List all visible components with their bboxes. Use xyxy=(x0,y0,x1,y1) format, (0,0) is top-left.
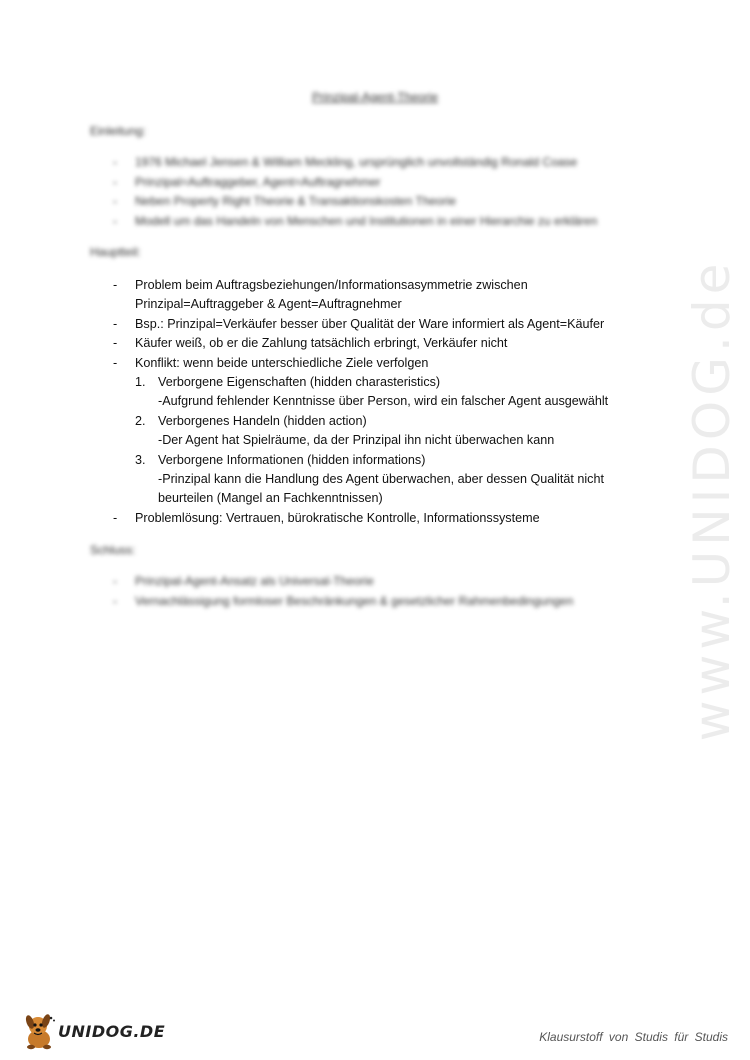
list-item-line: - Problem beim Auftragsbeziehungen/Informationsasymmetrie zwischen xyxy=(135,278,528,292)
item-number: 2. xyxy=(135,413,146,428)
logo-text: UNIDOG.DE xyxy=(58,1021,166,1041)
conclusion-list xyxy=(113,572,573,611)
item-number: 3. xyxy=(135,452,146,467)
intro-heading: Einleitung: xyxy=(90,124,147,138)
numbered-item-text: -Aufgrund fehlender Kenntnisse über Person, wird ein falscher Agent ausgewählt xyxy=(158,394,609,409)
list-item: - Modell um das Handeln von Menschen und Institutionen in einer Hierarchie zu erklären xyxy=(113,212,597,232)
list-item: - Prinzipal-Agent-Ansatz als Universal-Theorie xyxy=(113,572,573,592)
list-item: - Vernachlässigung formloser Beschränkungen & gesetzlicher Rahmenbedingungen xyxy=(113,592,573,612)
conclusion-heading: Schluss: xyxy=(90,543,136,557)
main-list xyxy=(113,276,608,528)
list-item: - Prinzipal=Auftraggeber, Agent=Auftragnehmer xyxy=(113,173,597,193)
unidog-logo[interactable] xyxy=(22,1012,165,1050)
numbered-item xyxy=(135,412,608,451)
list-item: - 1976 Michael Jensen & William Meckling, ursprünglich unvollständig Ronald Coase xyxy=(113,153,597,173)
item-number: 1. xyxy=(135,375,146,390)
list-item xyxy=(113,334,608,353)
list-item-line: - Problemlösung: Vertrauen, bürokratische Kontrolle, Informationssysteme xyxy=(135,510,540,525)
list-item: - Neben Property Right Theorie & Transaktionskosten Theorie xyxy=(113,192,597,212)
footer-slogan: Klausurstoff von Studis für Studis xyxy=(539,1030,728,1044)
numbered-item-text: -Prinzipal kann die Handlung des Agent überwachen, aber dessen Qualität nicht xyxy=(158,472,604,487)
list-item-line: Prinzipal=Auftraggeber & Agent=Auftragnehmer xyxy=(135,297,402,312)
watermark: www.UNIDOG.de xyxy=(683,258,741,742)
dog-mascot-icon xyxy=(22,1012,56,1050)
numbered-item xyxy=(135,451,608,509)
intro-list xyxy=(113,153,597,231)
numbered-item-title: Verborgene Eigenschaften (hidden charasteristics) xyxy=(158,375,441,390)
numbered-item-text: beurteilen (Mangel an Fachkenntnissen) xyxy=(158,491,383,506)
list-item-line: - Konflikt: wenn beide unterschiedliche Ziele verfolgen xyxy=(135,355,429,370)
list-item xyxy=(113,354,608,509)
document-title: Prinzipal-Agent-Theorie xyxy=(311,90,439,104)
numbered-item-title: Verborgene Informationen (hidden informations) xyxy=(158,452,426,467)
numbered-item-title: Verborgenes Handeln (hidden action) xyxy=(158,413,367,428)
numbered-list xyxy=(135,373,608,509)
list-item-line: - Käufer weiß, ob er die Zahlung tatsächlich erbringt, Verkäufer nicht xyxy=(135,336,508,351)
list-item-line: - Bsp.: Prinzipal=Verkäufer besser über Qualität der Ware informiert als Agent=Käufer xyxy=(135,316,605,331)
main-heading: Hauptteil: xyxy=(90,245,141,259)
numbered-item-text: -Der Agent hat Spielräume, da der Prinzipal ihn nicht überwachen kann xyxy=(158,433,555,448)
list-item xyxy=(113,315,608,334)
list-item xyxy=(113,276,608,315)
numbered-item xyxy=(135,373,608,412)
list-item xyxy=(113,509,608,528)
